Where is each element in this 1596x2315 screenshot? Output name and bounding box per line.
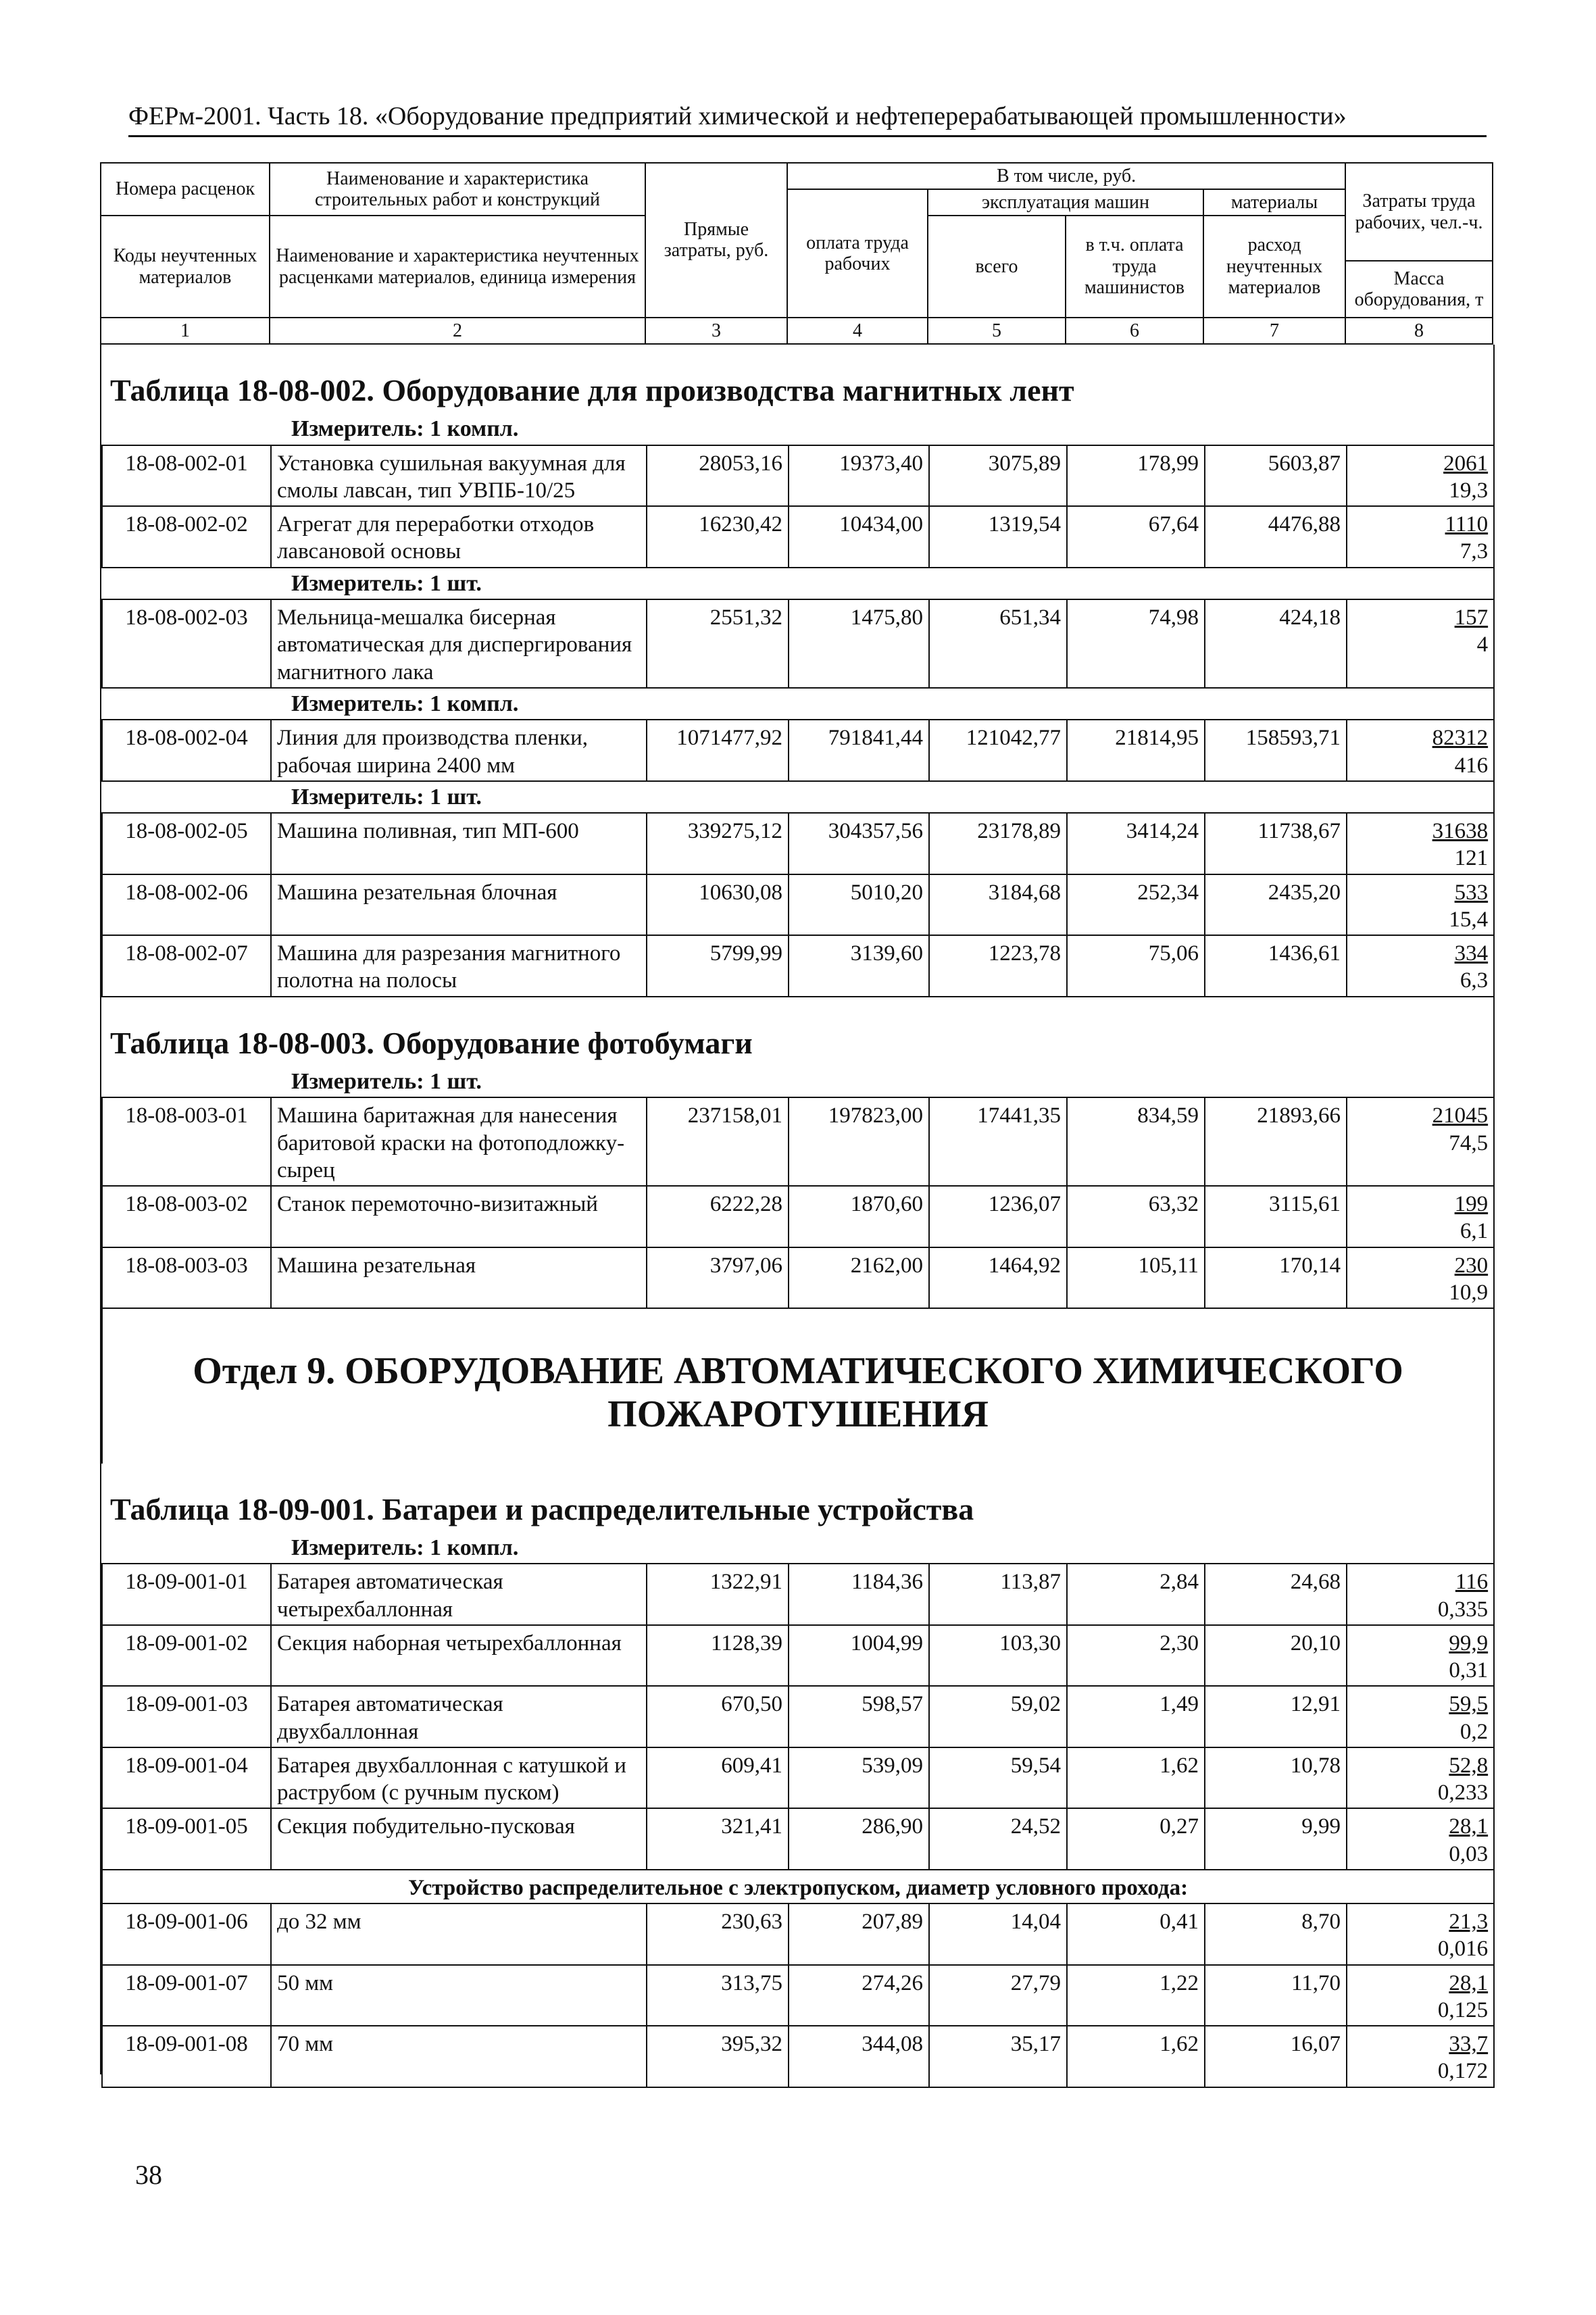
materials: 2435,20 — [1205, 874, 1347, 936]
labor-mass-cell — [1347, 1808, 1494, 1870]
unit-measure-text: Измеритель: 1 компл. — [291, 416, 519, 442]
labor-costs: 157 — [1454, 605, 1489, 630]
labor-mass-cell — [1347, 506, 1494, 568]
machines-pay: 105,11 — [1067, 1247, 1205, 1309]
rate-code: 18-08-002-07 — [102, 935, 271, 997]
rate-code: 18-09-001-07 — [102, 1965, 271, 2026]
table-row — [102, 720, 1494, 781]
labor-pay: 197823,00 — [789, 1097, 929, 1186]
col-mass: Масса оборудования, т — [1345, 261, 1493, 318]
work-name: Линия для производства пленки, рабочая ширина 2400 мм — [271, 720, 647, 781]
equipment-mass: 19,3 — [1449, 478, 1489, 503]
col-num: 5 — [928, 318, 1066, 344]
machines-all: 121042,77 — [929, 720, 1067, 781]
labor-mass-cell — [1347, 445, 1494, 507]
labor-mass-cell — [1347, 1097, 1494, 1186]
table-row — [102, 874, 1494, 936]
work-name: Машина поливная, тип МП-600 — [271, 813, 647, 874]
materials: 11738,67 — [1205, 813, 1347, 874]
labor-mass-cell — [1347, 2026, 1494, 2087]
table-row — [102, 1186, 1494, 1247]
machines-all: 1464,92 — [929, 1247, 1067, 1309]
unit-measure — [102, 414, 1494, 445]
table-row — [102, 1965, 1494, 2026]
work-name: Агрегат для переработки отходов лавсановой основы — [271, 506, 647, 568]
table-row — [102, 506, 1494, 568]
materials: 1436,61 — [1205, 935, 1347, 997]
labor-costs: 82312 — [1432, 726, 1489, 751]
col-num: 3 — [645, 318, 787, 344]
direct-costs: 395,32 — [647, 2026, 789, 2087]
col-num: 8 — [1345, 318, 1493, 344]
work-name: Машина резательная блочная — [271, 874, 647, 936]
equipment-mass: 6,1 — [1460, 1219, 1489, 1244]
materials: 10,78 — [1205, 1747, 1347, 1809]
work-name: Машина для разрезания магнитного полотна на полосы — [271, 935, 647, 997]
labor-mass-cell — [1347, 813, 1494, 874]
materials: 8,70 — [1205, 1903, 1347, 1965]
work-name: Батарея автоматическая двухбаллонная — [271, 1686, 647, 1747]
labor-mass-cell — [1347, 1186, 1494, 1247]
table-row — [102, 1625, 1494, 1687]
machines-pay: 2,84 — [1067, 1564, 1205, 1625]
table-row — [102, 1097, 1494, 1186]
machines-pay: 0,27 — [1067, 1808, 1205, 1870]
rate-code: 18-09-001-06 — [102, 1903, 271, 1965]
equipment-mass: 0,172 — [1437, 2059, 1489, 2084]
rates-body — [100, 345, 1495, 2084]
unit-measure-text: Измеритель: 1 компл. — [291, 1535, 519, 1560]
equipment-mass: 0,03 — [1449, 1841, 1489, 1866]
labor-costs: 2061 — [1443, 451, 1489, 476]
col-materials: материалы — [1203, 189, 1345, 216]
materials: 21893,66 — [1205, 1097, 1347, 1186]
labor-mass-cell — [1347, 1686, 1494, 1747]
table-row — [102, 445, 1494, 507]
machines-pay: 1,62 — [1067, 1747, 1205, 1809]
materials: 9,99 — [1205, 1808, 1347, 1870]
rate-code: 18-08-002-04 — [102, 720, 271, 781]
rate-code: 18-09-001-03 — [102, 1686, 271, 1747]
labor-mass-cell — [1347, 599, 1494, 688]
rate-code: 18-09-001-01 — [102, 1564, 271, 1625]
col-work-name: Наименование и характеристика строительных работ и конструкций — [270, 163, 645, 216]
materials: 24,68 — [1205, 1564, 1347, 1625]
col-including: В том числе, руб. — [787, 163, 1345, 189]
labor-mass-cell — [1347, 1747, 1494, 1809]
work-name: 50 мм — [271, 1965, 647, 2026]
direct-costs: 670,50 — [647, 1686, 789, 1747]
work-name: Машина баритажная для нанесения баритовой краски на фотоподложку-сырец — [271, 1097, 647, 1186]
unit-measure-text: Измеритель: 1 шт. — [291, 784, 482, 810]
rate-code: 18-08-003-02 — [102, 1186, 271, 1247]
table-title: Таблица 18-09-001. Батареи и распределительные устройства — [110, 1491, 974, 1526]
labor-mass-cell — [1347, 1903, 1494, 1965]
labor-pay: 274,26 — [789, 1965, 929, 2026]
col-material-name: Наименование и характеристика неучтенных расценками материалов, единица измерения — [270, 216, 645, 318]
table-row — [102, 1808, 1494, 1870]
group-subheading: Устройство распределительное с электропуском, диаметр условного прохода: — [102, 1870, 1494, 1903]
materials: 20,10 — [1205, 1625, 1347, 1687]
equipment-mass: 6,3 — [1460, 968, 1489, 993]
rate-code: 18-09-001-02 — [102, 1625, 271, 1687]
page-header: ФЕРм-2001. Часть 18. «Оборудование предприятий химической и нефтеперерабатывающей промышленности» — [128, 101, 1487, 137]
table-column-header — [100, 162, 1492, 345]
unit-measure-text: Измеритель: 1 компл. — [291, 691, 519, 716]
materials: 424,18 — [1205, 599, 1347, 688]
machines-all: 17441,35 — [929, 1097, 1067, 1186]
labor-costs: 33,7 — [1449, 2032, 1489, 2057]
col-num: 2 — [270, 318, 645, 344]
table-title: Таблица 18-08-003. Оборудование фотобумаги — [110, 1025, 753, 1060]
work-name: Секция наборная четырехбаллонная — [271, 1625, 647, 1687]
equipment-mass: 74,5 — [1449, 1130, 1489, 1155]
direct-costs: 339275,12 — [647, 813, 789, 874]
direct-costs: 321,41 — [647, 1808, 789, 1870]
rate-code: 18-08-002-02 — [102, 506, 271, 568]
machines-pay: 75,06 — [1067, 935, 1205, 997]
rate-code: 18-08-002-01 — [102, 445, 271, 507]
machines-all: 59,54 — [929, 1747, 1067, 1809]
labor-costs: 59,5 — [1449, 1692, 1489, 1717]
machines-all: 103,30 — [929, 1625, 1067, 1687]
work-name: до 32 мм — [271, 1903, 647, 1965]
labor-pay: 598,57 — [789, 1686, 929, 1747]
labor-pay: 1870,60 — [789, 1186, 929, 1247]
table-title: Таблица 18-08-002. Оборудование для производства магнитных лент — [110, 373, 1074, 407]
page-number: 38 — [135, 2160, 162, 2190]
unit-measure-text: Измеритель: 1 шт. — [291, 1068, 482, 1094]
materials: 4476,88 — [1205, 506, 1347, 568]
table-row — [102, 1686, 1494, 1747]
machines-pay: 252,34 — [1067, 874, 1205, 936]
col-num: 4 — [787, 318, 928, 344]
labor-costs: 21045 — [1432, 1103, 1489, 1128]
labor-costs: 334 — [1454, 941, 1489, 966]
equipment-mass: 15,4 — [1449, 907, 1489, 932]
labor-pay: 2162,00 — [789, 1247, 929, 1309]
machines-pay: 74,98 — [1067, 599, 1205, 688]
labor-pay: 1004,99 — [789, 1625, 929, 1687]
work-name: Мельница-мешалка бисерная автоматическая для диспергирования магнитного лака — [271, 599, 647, 688]
materials: 170,14 — [1205, 1247, 1347, 1309]
machines-all: 1319,54 — [929, 506, 1067, 568]
labor-costs: 31638 — [1432, 819, 1489, 844]
col-machines-all: всего — [928, 216, 1066, 318]
col-machines: эксплуатация машин — [928, 189, 1203, 216]
machines-all: 14,04 — [929, 1903, 1067, 1965]
labor-pay: 5010,20 — [789, 874, 929, 936]
machines-pay: 67,64 — [1067, 506, 1205, 568]
direct-costs: 2551,32 — [647, 599, 789, 688]
work-name: Станок перемоточно-визитажный — [271, 1186, 647, 1247]
labor-costs: 99,9 — [1449, 1631, 1489, 1656]
equipment-mass: 0,31 — [1449, 1658, 1489, 1683]
machines-pay: 63,32 — [1067, 1186, 1205, 1247]
labor-pay: 791841,44 — [789, 720, 929, 781]
col-num: 1 — [101, 318, 270, 344]
equipment-mass: 0,016 — [1437, 1937, 1489, 1962]
col-materials-consumption: расход неучтенных материалов — [1203, 216, 1345, 318]
materials: 11,70 — [1205, 1965, 1347, 2026]
table-row — [102, 935, 1494, 997]
machines-pay: 178,99 — [1067, 445, 1205, 507]
materials: 12,91 — [1205, 1686, 1347, 1747]
equipment-mass: 4 — [1476, 632, 1489, 657]
rate-code: 18-09-001-04 — [102, 1747, 271, 1809]
rate-code: 18-08-002-05 — [102, 813, 271, 874]
machines-all: 35,17 — [929, 2026, 1067, 2087]
labor-mass-cell — [1347, 720, 1494, 781]
equipment-mass: 10,9 — [1449, 1280, 1489, 1305]
rate-code: 18-08-003-01 — [102, 1097, 271, 1186]
unit-measure — [102, 1066, 1494, 1097]
direct-costs: 237158,01 — [647, 1097, 789, 1186]
rate-code: 18-08-003-03 — [102, 1247, 271, 1309]
labor-mass-cell — [1347, 1564, 1494, 1625]
machines-pay: 1,22 — [1067, 1965, 1205, 2026]
labor-pay: 344,08 — [789, 2026, 929, 2087]
equipment-mass: 0,2 — [1460, 1719, 1489, 1744]
work-name: Батарея автоматическая четырехбаллонная — [271, 1564, 647, 1625]
materials: 16,07 — [1205, 2026, 1347, 2087]
table-row — [102, 599, 1494, 688]
unit-measure-text: Измеритель: 1 шт. — [291, 570, 482, 596]
equipment-mass: 0,335 — [1437, 1597, 1489, 1622]
table-row — [102, 1564, 1494, 1625]
labor-pay: 1475,80 — [789, 599, 929, 688]
table-row — [102, 813, 1494, 874]
section-title: Отдел 9. ОБОРУДОВАНИЕ АВТОМАТИЧЕСКОГО ХИМИЧЕСКОГО ПОЖАРОТУШЕНИЯ — [102, 1308, 1494, 1464]
equipment-mass: 0,233 — [1437, 1781, 1489, 1806]
labor-pay: 3139,60 — [789, 935, 929, 997]
labor-costs: 21,3 — [1449, 1910, 1489, 1935]
rate-code: 18-09-001-08 — [102, 2026, 271, 2087]
direct-costs: 6222,28 — [647, 1186, 789, 1247]
col-rate-number: Номера расценок — [101, 163, 270, 216]
col-direct-costs: Прямые затраты, руб. — [645, 163, 787, 318]
rate-code: 18-08-002-06 — [102, 874, 271, 936]
machines-all: 113,87 — [929, 1564, 1067, 1625]
labor-mass-cell — [1347, 1625, 1494, 1687]
col-machines-pay: в т.ч. оплата труда машинистов — [1066, 216, 1203, 318]
machines-pay: 1,49 — [1067, 1686, 1205, 1747]
col-num: 6 — [1066, 318, 1203, 344]
machines-all: 3184,68 — [929, 874, 1067, 936]
machines-all: 651,34 — [929, 599, 1067, 688]
table-row — [102, 1247, 1494, 1309]
materials: 5603,87 — [1205, 445, 1347, 507]
direct-costs: 5799,99 — [647, 935, 789, 997]
direct-costs: 609,41 — [647, 1747, 789, 1809]
col-labor-pay: оплата труда рабочих — [787, 189, 928, 318]
labor-costs: 1110 — [1445, 512, 1489, 537]
labor-pay: 207,89 — [789, 1903, 929, 1965]
machines-pay: 1,62 — [1067, 2026, 1205, 2087]
labor-costs: 199 — [1454, 1192, 1489, 1217]
materials: 158593,71 — [1205, 720, 1347, 781]
machines-pay: 0,41 — [1067, 1903, 1205, 1965]
work-name: Батарея двухбаллонная с катушкой и раструбом (с ручным пуском) — [271, 1747, 647, 1809]
equipment-mass: 7,3 — [1460, 539, 1489, 564]
work-name: Установка сушильная вакуумная для смолы лавсан, тип УВПБ-10/25 — [271, 445, 647, 507]
labor-mass-cell — [1347, 1247, 1494, 1309]
work-name: Секция побудительно-пусковая — [271, 1808, 647, 1870]
machines-all: 1223,78 — [929, 935, 1067, 997]
unit-measure — [102, 1533, 1494, 1564]
unit-measure — [102, 568, 1494, 599]
machines-all: 3075,89 — [929, 445, 1067, 507]
labor-mass-cell — [1347, 874, 1494, 936]
machines-pay: 21814,95 — [1067, 720, 1205, 781]
table-row — [102, 2026, 1494, 2087]
labor-costs: 52,8 — [1449, 1753, 1489, 1778]
rate-code: 18-08-002-03 — [102, 599, 271, 688]
work-name: Машина резательная — [271, 1247, 647, 1309]
labor-pay: 1184,36 — [789, 1564, 929, 1625]
direct-costs: 1071477,92 — [647, 720, 789, 781]
table-row — [102, 1747, 1494, 1809]
labor-pay: 19373,40 — [789, 445, 929, 507]
table-row — [102, 1903, 1494, 1965]
labor-pay: 10434,00 — [789, 506, 929, 568]
machines-all: 23178,89 — [929, 813, 1067, 874]
equipment-mass: 0,125 — [1437, 1997, 1489, 2022]
direct-costs: 313,75 — [647, 1965, 789, 2026]
labor-costs: 28,1 — [1449, 1814, 1489, 1839]
unit-measure — [102, 781, 1494, 813]
direct-costs: 230,63 — [647, 1903, 789, 1965]
direct-costs: 10630,08 — [647, 874, 789, 936]
labor-pay: 304357,56 — [789, 813, 929, 874]
machines-all: 1236,07 — [929, 1186, 1067, 1247]
equipment-mass: 121 — [1454, 846, 1489, 871]
direct-costs: 3797,06 — [647, 1247, 789, 1309]
labor-costs: 230 — [1454, 1253, 1489, 1278]
labor-pay: 286,90 — [789, 1808, 929, 1870]
materials: 3115,61 — [1205, 1186, 1347, 1247]
machines-pay: 3414,24 — [1067, 813, 1205, 874]
unit-measure — [102, 688, 1494, 720]
labor-mass-cell — [1347, 935, 1494, 997]
machines-pay: 834,59 — [1067, 1097, 1205, 1186]
col-num: 7 — [1203, 318, 1345, 344]
machines-all: 24,52 — [929, 1808, 1067, 1870]
direct-costs: 16230,42 — [647, 506, 789, 568]
labor-mass-cell — [1347, 1965, 1494, 2026]
machines-pay: 2,30 — [1067, 1625, 1205, 1687]
labor-costs: 533 — [1454, 880, 1489, 905]
machines-all: 59,02 — [929, 1686, 1067, 1747]
equipment-mass: 416 — [1454, 753, 1489, 778]
machines-all: 27,79 — [929, 1965, 1067, 2026]
col-labor-costs: Затраты труда рабочих, чел.-ч. — [1345, 163, 1493, 261]
direct-costs: 1322,91 — [647, 1564, 789, 1625]
labor-costs: 116 — [1455, 1570, 1489, 1595]
labor-costs: 28,1 — [1449, 1970, 1489, 1995]
direct-costs: 28053,16 — [647, 445, 789, 507]
rate-code: 18-09-001-05 — [102, 1808, 271, 1870]
labor-pay: 539,09 — [789, 1747, 929, 1809]
work-name: 70 мм — [271, 2026, 647, 2087]
direct-costs: 1128,39 — [647, 1625, 789, 1687]
col-material-codes: Коды неучтенных материалов — [101, 216, 270, 318]
